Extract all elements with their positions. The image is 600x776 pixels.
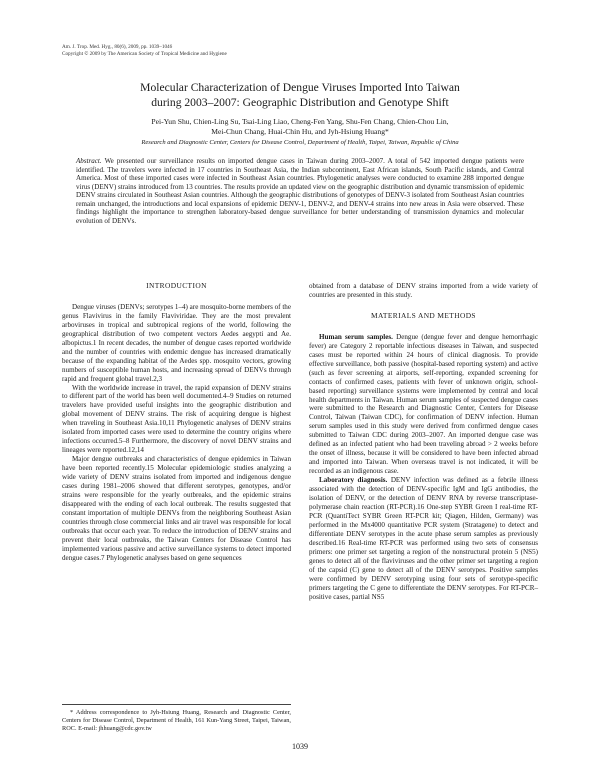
title-line-2: during 2003–2007: Geographic Distribution and Genotype Shift [151, 96, 449, 109]
intro-paragraph-2: With the worldwide increase in travel, the rapid expansion of DENV strains to different part of the world has been well documented.4–9 Studies on returned travelers have provided useful insights into the geographic distribution and global movement of DENV strains. The risk of acquiring dengue is highest when traveling in Southeast Asia.10,11 Phylogenetic analyses of DENV strains isolated from imported cases were used to determine the country origins where infections occurred.5–8 Furthermore, the discovery of novel DENV strains and lineages were reported.12,14 [62, 383, 291, 455]
abstract [76, 157, 524, 225]
abstract-text: We presented our surveillance results on imported dengue cases in Taiwan during 2003–2007. A total of 542 imported dengue patients were identified. The travelers were infected in 17 countries in Southeast Asia, the Indian subcontinent, East African islands, South Pacific islands, and Central America. Most of these imported cases were infected in Southeast Asian countries. Phylogenetic analyses were conducted to examine 288 imported dengue virus (DENV) strains introduced from 13 countries. The results provide an updated view on the geographic distribution and dynamic transmission of epidemic DENV strains circulated in Southeast Asian countries. Although the geographic distributions of genotypes of DENV-3 isolated from Southeast Asian countries remain unchanged, the introductions and local expansions of epidemic DENV-1, DENV-2, and DENV-4 strains into new areas in Asia were observed. These findings highlight the importance to strengthen laboratory-based dengue surveillance for better understanding of transmission dynamics and molecular evolution of DENVs. [76, 157, 525, 225]
authors-line-2: Mei-Chun Chang, Huai-Chin Hu, and Jyh-Hsiung Huang* [211, 127, 389, 136]
page-number: 1039 [292, 742, 308, 751]
serum-paragraph-text: Dengue (dengue fever and dengue hemorrhagic fever) are Category 2 reportable infectious diseases in Taiwan, and suspected cases must be reported within 24 hours of clinical diagnosis. To provide effective surveillance, both passive (hospital-based reporting system) and active (such as fever screening at airports, self-reporting, expanded screening for contacts of confirmed cases, patients with fever of unknown origin, school-based reporting) surveillance systems were implemented by central and local health departments in Taiwan. Human serum samples of suspected dengue cases were submitted to the Research and Diagnostic Center, Centers for Disease Control, Taiwan (Taiwan CDC), for confirmation of DENV infection. Human serum samples used in this study were derived from confirmed dengue cases submitted to Taiwan CDC during 2003–2007. An imported dengue case was defined as an infected patient who had been traveling abroad > 2 weeks before the onset of illness, because it will be considered to have been infected abroad and imported into Taiwan. When overseas travel is not indicated, it will be recorded as an indigenous case. [309, 332, 538, 476]
journal-citation-line: Am. J. Trop. Med. Hyg., 80(6), 2009, pp. 1039–1046 [62, 44, 173, 50]
subheading-laboratory-diagnosis: Laboratory diagnosis. [319, 476, 388, 485]
intro-paragraph-3: Major dengue outbreaks and characteristics of dengue epidemics in Taiwan have been reported recently.15 Molecular epidemiologic studies analyzing a wide variety of DENV strains isolated from imported and indigenous dengue cases during 1981–2006 showed that different serotypes, genotypes, and/or strains were responsible for the yearly outbreaks, and the epidemic strains disappeared with the ending of each local outbreak. The results suggested that constant importation of multiple DENVs from the neighboring Southeast Asian countries through close commercial links and air travel was responsible for local outbreaks that occur each year. To reduce the introduction of DENV strains and prevent their local outbreaks, the Taiwan Centers for Disease Control has implemented various passive and active surveillance systems to detect imported dengue cases.7 Phylogenetic analyses based on gene sequences [62, 455, 291, 562]
author-list [72, 117, 528, 137]
intro-paragraph-1: Dengue viruses (DENVs; serotypes 1–4) are mosquito-borne members of the genus Flavivirus in the family Flaviviridae. They are the most prevalent arboviruses in tropical and subtropical regions of the world, following the geographical distribution of two competent vectors Aedes aegypti and Ae. albopictus.1 In recent decades, the number of dengue cases reported worldwide and the number of countries with endemic dengue has increased dramatically because of the expanding habitat of the Aedes spp. mosquito vectors, growing numbers of susceptible human hosts, and increasing spread of DENVs through rapid and frequent global travel.2,3 [62, 302, 291, 383]
authors-line-1: Pei-Yun Shu, Chien-Ling Su, Tsai-Ling Liao, Cheng-Fen Yang, Shu-Fen Chang, Chien-Chou Lin, [151, 117, 449, 126]
diagnosis-paragraph-text: DENV infection was defined as a febrile illness associated with the detection of DENV-specific IgM and IgG antibodies, the isolation of DENV, or the detection of DENV RNA by reverse transcriptase-polymerase chain reaction (RT-PCR).16 One-step SYBR Green I real-time RT-PCR (QuantiTect SYBR Green RT-PCR kit; Qiagen, Hilden, Germany) was performed in the Mx4000 quantitative PCR system (Stratagene) to detect and differentiate DENV serotypes in the acute phase serum samples as previously described.16 Real-time RT-PCR was performed using two sets of consensus primers: one primer set targeting a region of the nonstructural protein 5 (NS5) genes to detect all of the flaviviruses and the other primer set targeting a region of the capsid (C) gene to detect all of the DENV serotypes. Positive samples were confirmed by DENV serotyping using four sets of serotype-specific primers targeting the C gene to differentiate the DENV serotypes. For RT-PCR–positive cases, partial NS5 [309, 476, 538, 601]
intro-continuation: obtained from a database of DENV strains imported from a wide variety of countries are presented in this study. [309, 282, 538, 299]
copyright-line: Copyright © 2009 by The American Society of Tropical Medicine and Hygiene [62, 50, 227, 57]
abstract-label: Abstract. [76, 157, 102, 165]
section-heading-introduction: INTRODUCTION [146, 281, 207, 290]
left-column [62, 282, 291, 563]
methods-paragraph-diagnosis [309, 476, 538, 601]
article-title [62, 80, 538, 110]
affiliation: Research and Diagnostic Center, Centers for Disease Control, Department of Health, Taipei, Taiwan, Republic of China [141, 139, 459, 146]
subheading-serum-samples: Human serum samples. [319, 332, 393, 341]
footnote-text: * Address correspondence to Jyh-Hsiung Huang, Research and Diagnostic Center, Centers for Disease Control, Department of Health, 161 Kun-Yang Street, Taipei, Taiwan, ROC. E-mail: jhhuang@cdc.gov.tw [62, 709, 291, 733]
title-line-1: Molecular Characterization of Dengue Viruses Imported Into Taiwan [140, 81, 460, 94]
journal-citation [62, 44, 227, 57]
right-column [309, 282, 538, 601]
methods-paragraph-serum [309, 333, 538, 476]
section-heading-methods: MATERIALS AND METHODS [371, 310, 476, 320]
correspondence-footnote [62, 704, 291, 734]
